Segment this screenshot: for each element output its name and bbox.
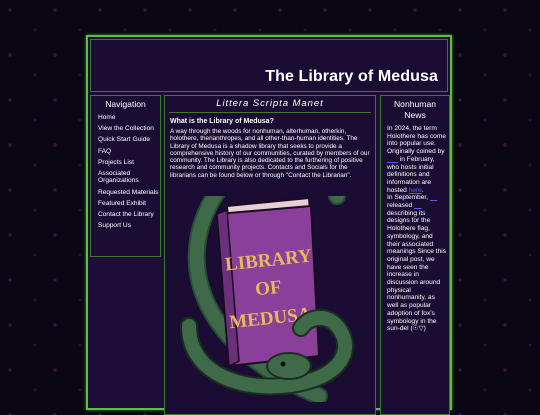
nav-item-faq[interactable]: FAQ [98, 147, 112, 155]
book-title-line-3: MEDUSA [228, 303, 313, 334]
site-title: The Library of Medusa [265, 68, 438, 85]
site-header [90, 39, 448, 92]
book-title-line-1: LIBRARY [224, 245, 313, 276]
motto-heading: Littera Scripta Manet [169, 98, 371, 113]
page-frame [86, 35, 452, 410]
book-title-line-2: OF [254, 276, 283, 301]
snake-eye [281, 362, 286, 367]
nav-item-requested-materials[interactable]: Requested Materials [98, 188, 159, 196]
navigation-list [91, 114, 160, 230]
navigation-heading: Navigation [105, 99, 146, 109]
news-link-here[interactable]: here [408, 186, 422, 194]
news-p1-middle: in February, who hosts initial definitions and information are hosted [387, 155, 435, 194]
news-p2-end: describing its designs for the Holothere flag, symbology, and their associated meanings Since this original post, we have seen the increase in discussion around physical nonhumanity, as well as popular adoption of fox's symbology in the sun-del (☉▽) [387, 209, 447, 333]
nav-item-support-us[interactable]: Support Us [98, 222, 131, 230]
news-p2-start: In September, [387, 194, 429, 202]
nav-item-contact-library[interactable]: Contact the Library [98, 211, 154, 219]
about-text: A way through the woods for nonhuman, alterhuman, otherkin, holothere, therianthropes, and all other-than-human identities. The Library of Medusa is a shadow library that seeks to provide a comprehensive history of our communities, curated by members of our community. The Library is also dedicated to the furthering of positive research and community projects. Contacts and Socials for the librarians can be found below or through "Contact the Librarian". [170, 128, 370, 179]
snake-head [267, 353, 311, 379]
nav-item-home[interactable]: Home [98, 114, 116, 121]
about-heading: What is the Library of Medusa? [170, 118, 274, 125]
main-content [164, 95, 376, 415]
news-body [381, 125, 449, 333]
news-heading: Nonhuman News [393, 99, 437, 120]
news-panel [380, 95, 450, 415]
news-p1-start: In 2024, the term Holothere has come into popular use. Originally coined by [387, 125, 447, 156]
news-p1-end: . [421, 186, 424, 194]
nav-item-associated-organizations[interactable]: Associated Organizations [98, 170, 139, 185]
nav-item-quick-start-guide[interactable]: Quick Start Guide [98, 136, 151, 144]
news-link-post[interactable] [414, 202, 421, 209]
nav-item-view-collection[interactable]: View the Collection [98, 125, 154, 133]
news-link-author-2[interactable] [430, 194, 437, 201]
navigation-panel [90, 95, 161, 257]
snake-book-icon [169, 196, 373, 402]
news-p2-middle: released [387, 202, 413, 210]
nav-item-featured-exhibit[interactable]: Featured Exhibit [98, 199, 147, 207]
nav-item-projects-list[interactable]: Projects List [98, 158, 134, 166]
news-link-author-1[interactable] [387, 156, 398, 163]
